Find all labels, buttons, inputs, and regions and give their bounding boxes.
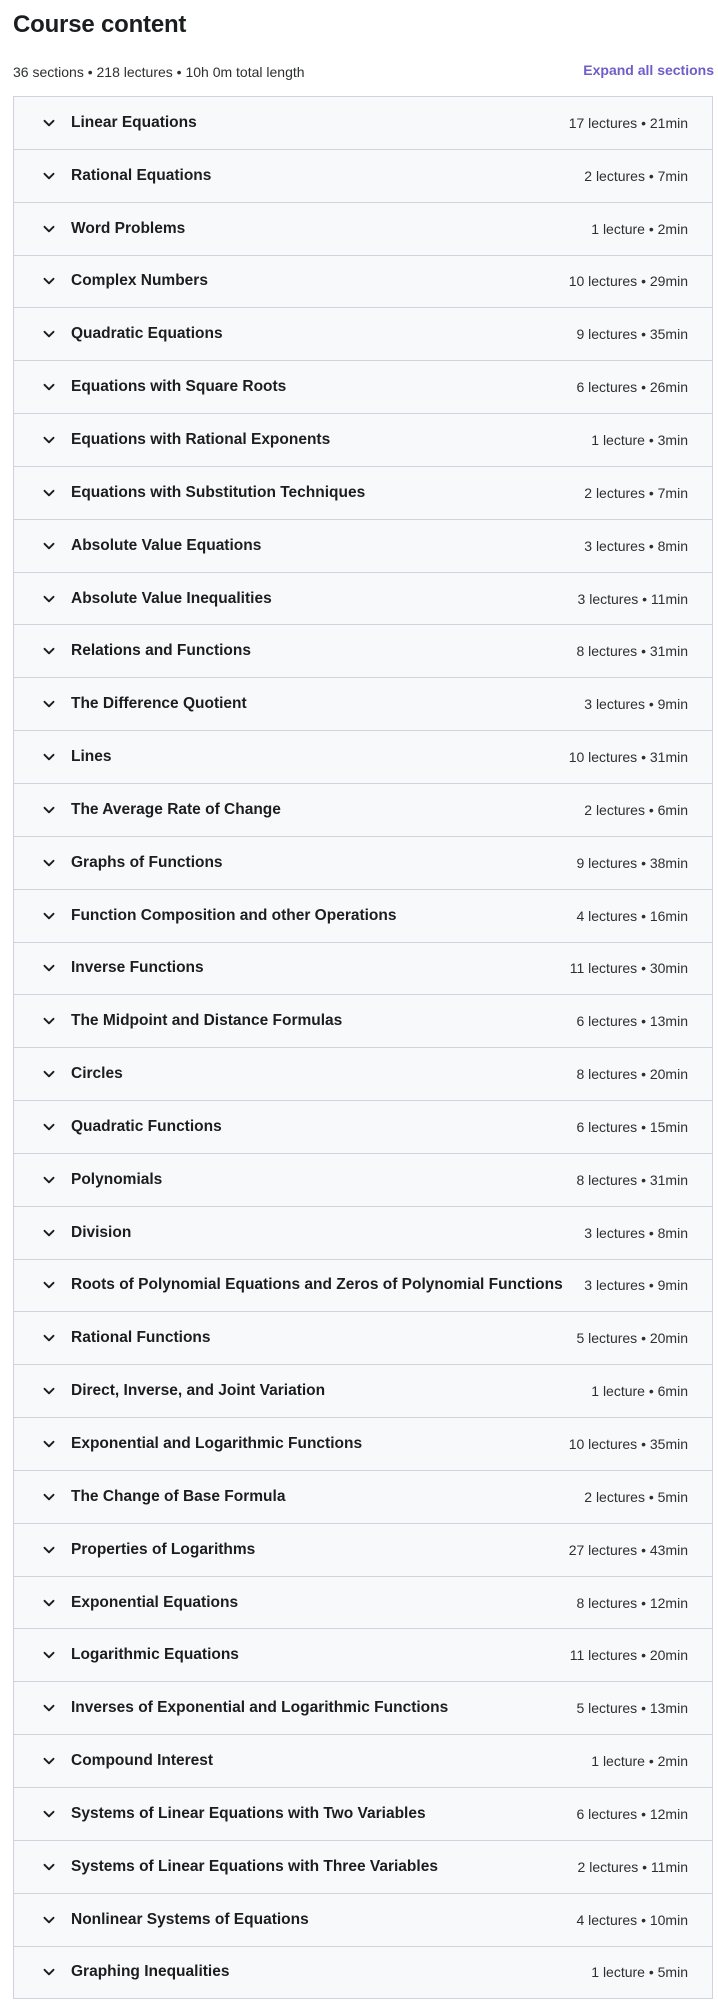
section-row[interactable] bbox=[14, 203, 712, 256]
section-meta: 4 lectures • 16min bbox=[576, 907, 688, 924]
chevron-down-icon[interactable] bbox=[42, 169, 56, 183]
section-row[interactable] bbox=[14, 361, 712, 414]
section-row[interactable] bbox=[14, 1735, 712, 1788]
section-title: Relations and Functions bbox=[71, 642, 251, 660]
section-meta: 6 lectures • 15min bbox=[576, 1118, 688, 1135]
chevron-down-icon[interactable] bbox=[42, 433, 56, 447]
section-row[interactable] bbox=[14, 995, 712, 1048]
section-title: Function Composition and other Operations bbox=[71, 906, 397, 924]
section-meta: 3 lectures • 11min bbox=[577, 590, 688, 607]
chevron-down-icon[interactable] bbox=[42, 1807, 56, 1821]
chevron-down-icon[interactable] bbox=[42, 1490, 56, 1504]
section-list bbox=[13, 96, 713, 1999]
section-title: Quadratic Equations bbox=[71, 325, 223, 343]
section-row[interactable] bbox=[14, 1788, 712, 1841]
section-title: The Midpoint and Distance Formulas bbox=[71, 1012, 343, 1030]
section-meta: 3 lectures • 8min bbox=[584, 1224, 688, 1241]
section-row[interactable] bbox=[14, 1629, 712, 1682]
chevron-down-icon[interactable] bbox=[42, 1226, 56, 1240]
section-meta: 11 lectures • 30min bbox=[569, 960, 688, 977]
section-title: Rational Functions bbox=[71, 1329, 211, 1347]
section-title: Circles bbox=[71, 1065, 123, 1083]
course-meta-row bbox=[13, 62, 713, 82]
chevron-down-icon[interactable] bbox=[42, 1648, 56, 1662]
section-title: Equations with Square Roots bbox=[71, 378, 287, 396]
section-meta: 3 lectures • 8min bbox=[584, 537, 688, 554]
section-row[interactable] bbox=[14, 731, 712, 784]
section-meta: 2 lectures • 5min bbox=[584, 1488, 688, 1505]
section-meta: 9 lectures • 38min bbox=[576, 854, 688, 871]
section-meta: 8 lectures • 20min bbox=[576, 1066, 688, 1083]
section-title: Inverse Functions bbox=[71, 959, 204, 977]
chevron-down-icon[interactable] bbox=[42, 1067, 56, 1081]
chevron-down-icon[interactable] bbox=[42, 1384, 56, 1398]
section-title: Absolute Value Equations bbox=[71, 536, 262, 554]
section-row[interactable] bbox=[14, 1841, 712, 1894]
chevron-down-icon[interactable] bbox=[42, 327, 56, 341]
chevron-down-icon[interactable] bbox=[42, 116, 56, 130]
chevron-down-icon[interactable] bbox=[42, 856, 56, 870]
section-row[interactable] bbox=[14, 1682, 712, 1735]
section-row[interactable] bbox=[14, 837, 712, 890]
section-meta: 11 lectures • 20min bbox=[569, 1647, 688, 1664]
section-title: Properties of Logarithms bbox=[71, 1540, 256, 1558]
section-row[interactable] bbox=[14, 1947, 712, 2000]
section-row[interactable] bbox=[14, 1418, 712, 1471]
section-meta: 1 lecture • 5min bbox=[591, 1964, 688, 1981]
chevron-down-icon[interactable] bbox=[42, 1860, 56, 1874]
section-row[interactable] bbox=[14, 1577, 712, 1630]
section-meta: 8 lectures • 31min bbox=[576, 1171, 688, 1188]
section-title: Rational Equations bbox=[71, 166, 212, 184]
section-row[interactable] bbox=[14, 1260, 712, 1313]
section-title: Graphs of Functions bbox=[71, 853, 223, 871]
section-row[interactable] bbox=[14, 573, 712, 626]
section-title: The Difference Quotient bbox=[71, 695, 247, 713]
section-row[interactable] bbox=[14, 1524, 712, 1577]
chevron-down-icon[interactable] bbox=[42, 592, 56, 606]
section-row[interactable] bbox=[14, 414, 712, 467]
section-row[interactable] bbox=[14, 520, 712, 573]
section-row[interactable] bbox=[14, 625, 712, 678]
section-title: Lines bbox=[71, 748, 112, 766]
chevron-down-icon[interactable] bbox=[42, 274, 56, 288]
section-title: Nonlinear Systems of Equations bbox=[71, 1910, 309, 1928]
chevron-down-icon[interactable] bbox=[42, 909, 56, 923]
section-meta: 4 lectures • 10min bbox=[576, 1911, 688, 1928]
chevron-down-icon[interactable] bbox=[42, 1913, 56, 1927]
section-row[interactable] bbox=[14, 784, 712, 837]
section-row[interactable] bbox=[14, 256, 712, 309]
section-title: Exponential Equations bbox=[71, 1593, 239, 1611]
section-meta: 6 lectures • 12min bbox=[576, 1805, 688, 1822]
section-title: The Change of Base Formula bbox=[71, 1487, 286, 1505]
section-meta: 10 lectures • 35min bbox=[568, 1436, 688, 1453]
chevron-down-icon[interactable] bbox=[42, 803, 56, 817]
section-title: Polynomials bbox=[71, 1170, 163, 1188]
chevron-down-icon[interactable] bbox=[42, 222, 56, 236]
page-title: Course content bbox=[13, 11, 187, 38]
section-meta: 1 lecture • 2min bbox=[591, 1753, 688, 1770]
section-title: Graphing Inequalities bbox=[71, 1963, 230, 1981]
section-title: Absolute Value Inequalities bbox=[71, 589, 272, 607]
chevron-down-icon[interactable] bbox=[42, 644, 56, 658]
chevron-down-icon[interactable] bbox=[42, 539, 56, 553]
section-meta: 3 lectures • 9min bbox=[584, 1277, 688, 1294]
section-row[interactable] bbox=[14, 1101, 712, 1154]
section-meta: 17 lectures • 21min bbox=[568, 114, 688, 131]
chevron-down-icon[interactable] bbox=[42, 697, 56, 711]
section-meta: 1 lecture • 3min bbox=[591, 431, 688, 448]
section-title: Word Problems bbox=[71, 219, 186, 237]
section-meta: 8 lectures • 31min bbox=[576, 643, 688, 660]
section-title: Division bbox=[71, 1223, 132, 1241]
section-meta: 1 lecture • 6min bbox=[591, 1383, 688, 1400]
section-meta: 3 lectures • 9min bbox=[584, 696, 688, 713]
section-title: Exponential and Logarithmic Functions bbox=[71, 1435, 363, 1453]
section-meta: 10 lectures • 31min bbox=[568, 749, 688, 766]
section-title: Roots of Polynomial Equations and Zeros of Polynomial Functions bbox=[71, 1276, 563, 1294]
chevron-down-icon[interactable] bbox=[42, 1173, 56, 1187]
section-row[interactable] bbox=[14, 150, 712, 203]
section-row[interactable] bbox=[14, 1048, 712, 1101]
section-meta: 2 lectures • 11min bbox=[577, 1858, 688, 1875]
chevron-down-icon[interactable] bbox=[42, 750, 56, 764]
chevron-down-icon[interactable] bbox=[42, 961, 56, 975]
section-title: Direct, Inverse, and Joint Variation bbox=[71, 1382, 326, 1400]
section-title: Compound Interest bbox=[71, 1752, 214, 1770]
chevron-down-icon[interactable] bbox=[42, 1754, 56, 1768]
course-summary: 36 sections • 218 lectures • 10h 0m total length bbox=[13, 64, 305, 80]
section-row[interactable] bbox=[14, 97, 712, 150]
chevron-down-icon[interactable] bbox=[42, 380, 56, 394]
section-row[interactable] bbox=[14, 1471, 712, 1524]
chevron-down-icon[interactable] bbox=[42, 486, 56, 500]
chevron-down-icon[interactable] bbox=[42, 1278, 56, 1292]
section-title: Equations with Substitution Techniques bbox=[71, 483, 366, 501]
section-meta: 8 lectures • 12min bbox=[576, 1594, 688, 1611]
section-meta: 6 lectures • 13min bbox=[576, 1013, 688, 1030]
section-row[interactable] bbox=[14, 678, 712, 731]
section-meta: 27 lectures • 43min bbox=[568, 1541, 688, 1558]
section-meta: 1 lecture • 2min bbox=[591, 220, 688, 237]
section-meta: 5 lectures • 13min bbox=[576, 1700, 688, 1717]
section-row[interactable] bbox=[14, 1365, 712, 1418]
section-meta: 2 lectures • 6min bbox=[584, 801, 688, 818]
section-meta: 2 lectures • 7min bbox=[584, 167, 688, 184]
section-meta: 10 lectures • 29min bbox=[568, 273, 688, 290]
section-meta: 9 lectures • 35min bbox=[576, 326, 688, 343]
course-content bbox=[13, 0, 714, 1981]
section-title: Systems of Linear Equations with Two Variables bbox=[71, 1804, 426, 1822]
section-title: Inverses of Exponential and Logarithmic Functions bbox=[71, 1699, 449, 1717]
section-row[interactable] bbox=[14, 890, 712, 943]
section-title: The Average Rate of Change bbox=[71, 800, 281, 818]
section-title: Equations with Rational Exponents bbox=[71, 430, 331, 448]
chevron-down-icon[interactable] bbox=[42, 1701, 56, 1715]
section-meta: 5 lectures • 20min bbox=[576, 1330, 688, 1347]
chevron-down-icon[interactable] bbox=[42, 1331, 56, 1345]
chevron-down-icon[interactable] bbox=[42, 1596, 56, 1610]
section-row[interactable] bbox=[14, 1207, 712, 1260]
section-title: Complex Numbers bbox=[71, 272, 208, 290]
chevron-down-icon[interactable] bbox=[42, 1965, 56, 1979]
chevron-down-icon[interactable] bbox=[42, 1437, 56, 1451]
section-title: Quadratic Functions bbox=[71, 1117, 222, 1135]
section-row[interactable] bbox=[14, 943, 712, 996]
section-meta: 6 lectures • 26min bbox=[576, 379, 688, 396]
section-row[interactable] bbox=[14, 1312, 712, 1365]
section-title: Systems of Linear Equations with Three Variables bbox=[71, 1857, 438, 1875]
chevron-down-icon[interactable] bbox=[42, 1120, 56, 1134]
expand-all-sections-button[interactable]: Expand all sections bbox=[583, 62, 714, 78]
section-row[interactable] bbox=[14, 1154, 712, 1207]
section-meta: 2 lectures • 7min bbox=[584, 484, 688, 501]
section-row[interactable] bbox=[14, 308, 712, 361]
chevron-down-icon[interactable] bbox=[42, 1014, 56, 1028]
section-row[interactable] bbox=[14, 1894, 712, 1947]
chevron-down-icon[interactable] bbox=[42, 1543, 56, 1557]
section-title: Linear Equations bbox=[71, 113, 197, 131]
section-title: Logarithmic Equations bbox=[71, 1646, 239, 1664]
section-row[interactable] bbox=[14, 467, 712, 520]
